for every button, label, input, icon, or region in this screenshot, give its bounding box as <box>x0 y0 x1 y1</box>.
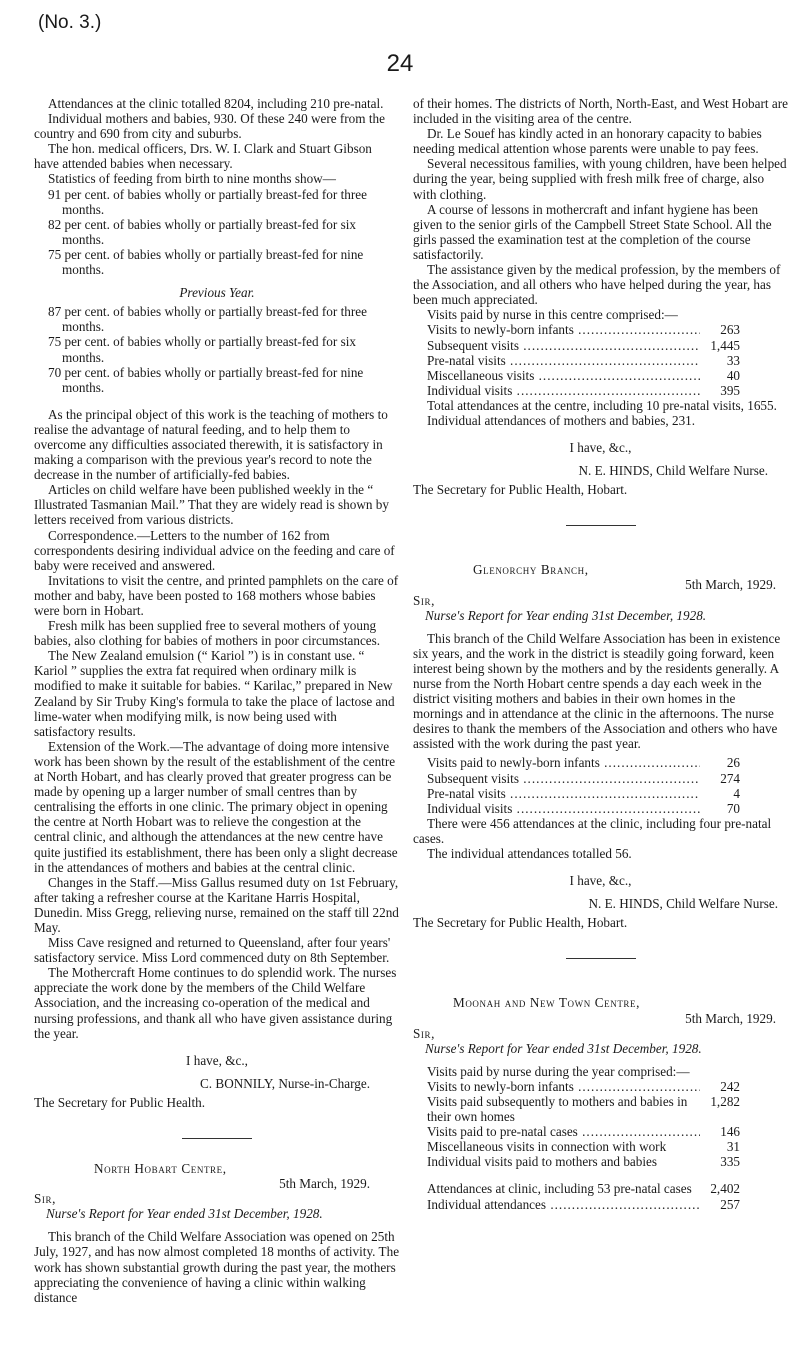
stat-item: 82 per cent. of babies wholly or partially breast-fed for six months. <box>48 216 356 247</box>
signature: N. E. HINDS, Child Welfare Nurse. <box>588 896 778 912</box>
paragraph: There were 456 attendances at the clinic, including four pre-natal cases. <box>413 815 772 846</box>
visits-table <box>413 322 788 397</box>
report-title: Nurse's Report for Year ended 31st December, 1928. <box>425 1040 702 1056</box>
table-row: Subsequent visits ..... 274 <box>427 771 740 786</box>
paragraph: The hon. medical officers, Drs. W. I. Clark and Stuart Gibson have attended babies when necessary. <box>34 141 372 172</box>
paragraph: A course of lessons in mothercraft and infant hygiene has been given to the senior girls of the Campbell Street State School. All the girls passed the examination test at the completion of the course satisfactorily. <box>413 201 772 262</box>
salutation: Sir, <box>413 592 436 608</box>
section-heading: Glenorchy Branch, <box>473 562 589 578</box>
paragraph: of their homes. The districts of North, North-East, and West Hobart are included in the visiting area of the centre. <box>413 96 788 127</box>
table-row: Individual visits ..... 395 <box>427 383 740 398</box>
signature: C. BONNILY, Nurse-in-Charge. <box>200 1075 370 1091</box>
series-number: (No. 3.) <box>38 12 102 33</box>
paragraph: As the principal object of this work is the teaching of mothers to realise the advantage of natural feeding, and to help them to overcome any difficulties associated therewith, it is satisfactory in making a comparison with the previous year's record to note the decrease in the number of artificially-fed babies. <box>34 406 388 483</box>
table-row: Individual attendances ..... 257 <box>427 1197 740 1212</box>
closing: I have, &c., <box>186 1052 248 1068</box>
divider <box>566 525 636 526</box>
divider <box>566 958 636 959</box>
stat-item: 75 per cent. of babies wholly or partially breast-fed for nine months. <box>48 246 364 278</box>
addressee: The Secretary for Public Health. <box>34 1094 206 1110</box>
left-column <box>34 96 400 1305</box>
page-number: 24 <box>386 50 414 77</box>
stat-item: 91 per cent. of babies wholly or partially breast-fed for three months. <box>48 186 367 217</box>
stat-item: 87 per cent. of babies wholly or partially breast-fed for three months. <box>48 304 367 335</box>
paragraph: Total attendances at the centre, including 10 pre-natal visits, 1655. <box>427 397 777 413</box>
table-row: Visits paid subsequently to mothers and babies in their own homes 1,282 <box>427 1093 740 1125</box>
table-row: Attendances at clinic, including 53 pre-natal cases 2,402 <box>427 1181 740 1197</box>
paragraph: Changes in the Staff.—Miss Gallus resumed duty on 1st February, after taking a refresher course at the Karitane Harris Hospital, Dunedin. Miss Gregg, relieving nurse, remained on the staff till 22nd May. <box>34 874 399 935</box>
paragraph: Several necessitous families, with young children, have been helped during the year, being supplied with fresh milk free of charge, also with clothing. <box>413 156 787 202</box>
stat-item: 75 per cent. of babies wholly or partially breast-fed for six months. <box>48 334 356 365</box>
paragraph: Attendances at the clinic totalled 8204, including 210 pre-natal. <box>48 96 384 111</box>
previous-year-heading: Previous Year. <box>179 285 255 301</box>
right-column <box>413 96 788 1212</box>
table-row: Individual visits paid to mothers and babies 335 <box>427 1154 740 1170</box>
visits-table <box>413 755 788 815</box>
visits-table <box>413 1079 788 1212</box>
table-row: Miscellaneous visits ..... 40 <box>427 368 740 383</box>
stat-item: 70 per cent. of babies wholly or partially breast-fed for nine months. <box>48 364 364 395</box>
table-row: Individual visits ..... 70 <box>427 801 740 816</box>
paragraph: The assistance given by the medical profession, by the members of the Association, and all others who have helped during the year, has been much appreciated. <box>413 262 781 308</box>
paragraph: The individual attendances totalled 56. <box>427 846 632 862</box>
salutation: Sir, <box>413 1025 436 1041</box>
report-title: Nurse's Report for Year ending 31st December, 1928. <box>425 607 707 623</box>
table-row: Visits to newly-born infants ..... 263 <box>427 322 740 337</box>
paragraph: Miss Cave resigned and returned to Queensland, after four years' satisfactory service. Miss Lord commenced duty on 8th September. <box>34 935 391 966</box>
salutation: Sir, <box>34 1191 57 1207</box>
report-title: Nurse's Report for Year ended 31st December, 1928. <box>46 1206 323 1222</box>
signature: N. E. HINDS, Child Welfare Nurse. <box>578 463 768 479</box>
table-row: Visits to newly-born infants ..... 242 <box>427 1079 740 1094</box>
paragraph: Correspondence.—Letters to the number of 162 from correspondents desiring individual advice on the feeding and care of baby were received and answered. <box>34 527 395 573</box>
date: 5th March, 1929. <box>685 577 776 593</box>
addressee: The Secretary for Public Health, Hobart. <box>413 915 628 931</box>
paragraph: Articles on child welfare have been published weekly in the “ Illustrated Tasmanian Mail.” That they are widely read is shown by letters received from various districts. <box>34 482 389 528</box>
table-row: Visits paid to pre-natal cases ..... 146 <box>427 1124 740 1139</box>
paragraph: Individual mothers and babies, 930. Of these 240 were from the country and 690 from city and suburbs. <box>34 111 385 142</box>
paragraph: Visits paid by nurse in this centre comprised:— <box>427 307 678 323</box>
paragraph: Dr. Le Souef has kindly acted in an honorary capacity to babies needing medical attention whose parents were unable to pay fees. <box>413 126 762 157</box>
paragraph: The Mothercraft Home continues to do splendid work. The nurses appreciate the work done by the members of the Child Welfare Association, and the increasing co-operation of the medical and nursing professions, and thank all who have given assistance during the year. <box>34 965 397 1041</box>
paragraph: Invitations to visit the centre, and printed pamphlets on the care of mother and baby, have been posted to 168 mothers whose babies were born in Hobart. <box>34 572 399 618</box>
table-row: Visits paid to newly-born infants ..... 26 <box>427 755 740 770</box>
closing: I have, &c., <box>569 873 632 889</box>
paragraph: Extension of the Work.—The advantage of doing more intensive work has been shown by the result of the establishment of the centre at North Hobart, and has clearly proved that greater progress can be made by opening up a larger number of small centres than by centralising the efforts in one clinic. The primary object in opening the centre at North Hobart was to relieve the congestion at the central clinic, and although the attendances at the new centre have quite justified its establishment, there has been only a slight decrease in the attendances of mothers and babies at the central clinic. <box>34 738 398 875</box>
addressee: The Secretary for Public Health, Hobart. <box>413 482 628 498</box>
section-heading: Moonah and New Town Centre, <box>453 995 641 1011</box>
table-row: Pre-natal visits ..... 4 <box>427 786 740 801</box>
table-row: Miscellaneous visits in connection with work 31 <box>427 1139 740 1155</box>
paragraph: Individual attendances of mothers and babies, 231. <box>427 412 696 428</box>
paragraph: This branch of the Child Welfare Association was opened on 25th July, 1927, and has now almost completed 18 months of activity. The work has shown substantial growth during the past year, the mothers appreciating the convenience of having a clinic within walking distance <box>34 1229 400 1305</box>
divider <box>182 1138 252 1139</box>
paragraph: This branch of the Child Welfare Association has been in existence six years, and the work in the district is steadily going forward, keen interest being shown by the mothers and by the residents generally. A nurse from the North Hobart centre spends a day each week in the district visiting mothers and babies in their own homes in the mornings and in attendance at the clinic in the afternoons. The nurse desires to thank the members of the Association and others who have assisted with the work during the past year. <box>413 630 781 752</box>
paragraph: The New Zealand emulsion (“ Kariol ”) is in constant use. “ Kariol ” supplies the extra fat required when ordinary milk is modified to make it suitable for babies. “ Karilac,” prepared in New Zealand by Sir Truby King's formula to take the place of lactose and lime-water when modifying milk, is now being used with satisfactory results. <box>34 648 395 739</box>
table-row: Pre-natal visits ..... 33 <box>427 353 740 368</box>
date: 5th March, 1929. <box>279 1176 370 1192</box>
section-heading: North Hobart Centre, <box>94 1161 227 1176</box>
paragraph: Visits paid by nurse during the year comprised:— <box>427 1063 690 1079</box>
paragraph: Statistics of feeding from birth to nine months show— <box>48 171 336 187</box>
date: 5th March, 1929. <box>685 1010 776 1026</box>
closing: I have, &c., <box>569 440 632 456</box>
table-row: Subsequent visits ..... 1,445 <box>427 338 740 353</box>
paragraph: Fresh milk has been supplied free to several mothers of young babies, also clothing for babies of mothers in poor circumstances. <box>34 618 381 649</box>
